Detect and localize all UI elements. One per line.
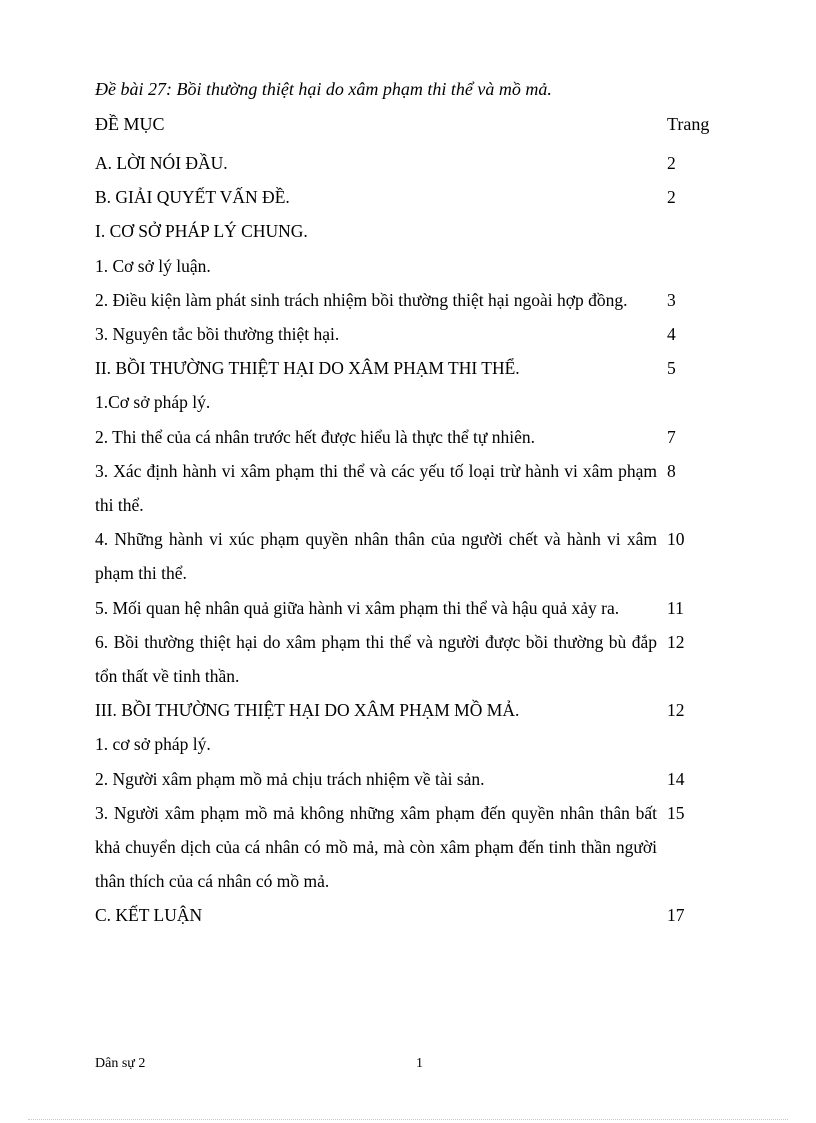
table-of-contents xyxy=(95,146,715,933)
toc-entry-label: II. BỒI THƯỜNG THIỆT HẠI DO XÂM PHẠM THI THỂ. xyxy=(95,358,520,379)
toc-entry xyxy=(95,283,715,317)
toc-entry-label: 2. Người xâm phạm mồ mả chịu trách nhiệm về tài sản. xyxy=(95,768,485,789)
toc-entry xyxy=(95,317,715,351)
toc-entry-page: 2 xyxy=(667,187,676,208)
page-footer xyxy=(95,1054,715,1074)
toc-entry-page: 12 xyxy=(667,631,685,652)
toc-entry-page: 3 xyxy=(667,289,676,310)
toc-entry xyxy=(95,693,715,727)
toc-entry-page: 14 xyxy=(667,768,685,789)
toc-entry-page: 12 xyxy=(667,700,685,721)
toc-header-label: ĐỀ MỤC xyxy=(95,114,165,134)
toc-entry-page: 5 xyxy=(667,358,676,379)
document-title: Đề bài 27: Bồi thường thiệt hại do xâm phạm thi thể và mồ mả. xyxy=(95,79,552,99)
toc-entry-label: III. BỒI THƯỜNG THIỆT HẠI DO XÂM PHẠM MỒ MẢ. xyxy=(95,700,520,721)
page-edge-divider xyxy=(28,1119,788,1120)
toc-entry xyxy=(95,762,715,796)
toc-entry-label: I. CƠ SỞ PHÁP LÝ CHUNG. xyxy=(95,221,308,242)
toc-entry xyxy=(95,385,715,419)
toc-entry-page: 10 xyxy=(667,529,685,550)
toc-entry-label: 5. Mối quan hệ nhân quả giữa hành vi xâm phạm thi thể và hậu quả xảy ra. xyxy=(95,597,620,618)
toc-entry xyxy=(95,898,715,932)
toc-header xyxy=(95,113,715,135)
toc-entry xyxy=(95,249,715,283)
toc-entry xyxy=(95,454,715,522)
toc-entry-label: 2. Thi thể của cá nhân trước hết được hiểu là thực thể tự nhiên. xyxy=(95,426,536,447)
toc-entry xyxy=(95,214,715,248)
toc-entry-label: 1. Cơ sở lý luận. xyxy=(95,255,211,276)
toc-entry-label: A. LỜI NÓI ĐẦU. xyxy=(95,153,228,173)
toc-entry xyxy=(95,796,715,899)
toc-entry-label: 3. Nguyên tắc bồi thường thiệt hại. xyxy=(95,324,340,345)
toc-entry-page: 17 xyxy=(667,905,685,926)
toc-entry xyxy=(95,146,715,180)
toc-entry xyxy=(95,522,715,590)
toc-entry-page: 15 xyxy=(667,802,685,823)
toc-entry xyxy=(95,351,715,385)
toc-entry-page: 8 xyxy=(667,460,676,481)
footer-page-number: 1 xyxy=(416,1056,423,1071)
toc-entry-page: 7 xyxy=(667,426,676,447)
toc-entry-page: 11 xyxy=(667,597,684,618)
toc-entry-page: 4 xyxy=(667,324,676,345)
toc-entry-label: 1. cơ sở pháp lý. xyxy=(95,734,211,755)
toc-entry xyxy=(95,180,715,214)
toc-entry-label: 1.Cơ sở pháp lý. xyxy=(95,392,211,413)
toc-entry-label: B. GIẢI QUYẾT VẤN ĐỀ. xyxy=(95,187,290,208)
toc-entry-label: 4. Những hành vi xúc phạm quyền nhân thân của người chết và hành vi xâm phạm thi thể. xyxy=(95,529,657,584)
toc-entry-label: C. KẾT LUẬN xyxy=(95,905,203,926)
toc-entry-label: 3. Xác định hành vi xâm phạm thi thể và các yếu tố loại trừ hành vi xâm phạm thi thể. xyxy=(95,460,657,516)
toc-entry xyxy=(95,420,715,454)
toc-entry xyxy=(95,591,715,625)
toc-entry-label: 2. Điều kiện làm phát sinh trách nhiệm bồi thường thiệt hại ngoài hợp đồng. xyxy=(95,289,628,310)
footer-course-label: Dân sự 2 xyxy=(95,1056,146,1071)
toc-entry-page: 2 xyxy=(667,153,676,173)
toc-entry xyxy=(95,625,715,693)
toc-entry xyxy=(95,727,715,761)
toc-entry-label: 6. Bồi thường thiệt hại do xâm phạm thi thể và người được bồi thường bù đắp tổn thất về tinh thần. xyxy=(95,631,657,687)
toc-entry-label: 3. Người xâm phạm mồ mả không những xâm phạm đến quyền nhân thân bất khả chuyển dịch của cá nhân có mồ mả, mà còn xâm phạm đến tinh thần người thân thích của cá nhân có mồ mả. xyxy=(95,802,657,892)
toc-header-page: Trang xyxy=(667,114,710,134)
